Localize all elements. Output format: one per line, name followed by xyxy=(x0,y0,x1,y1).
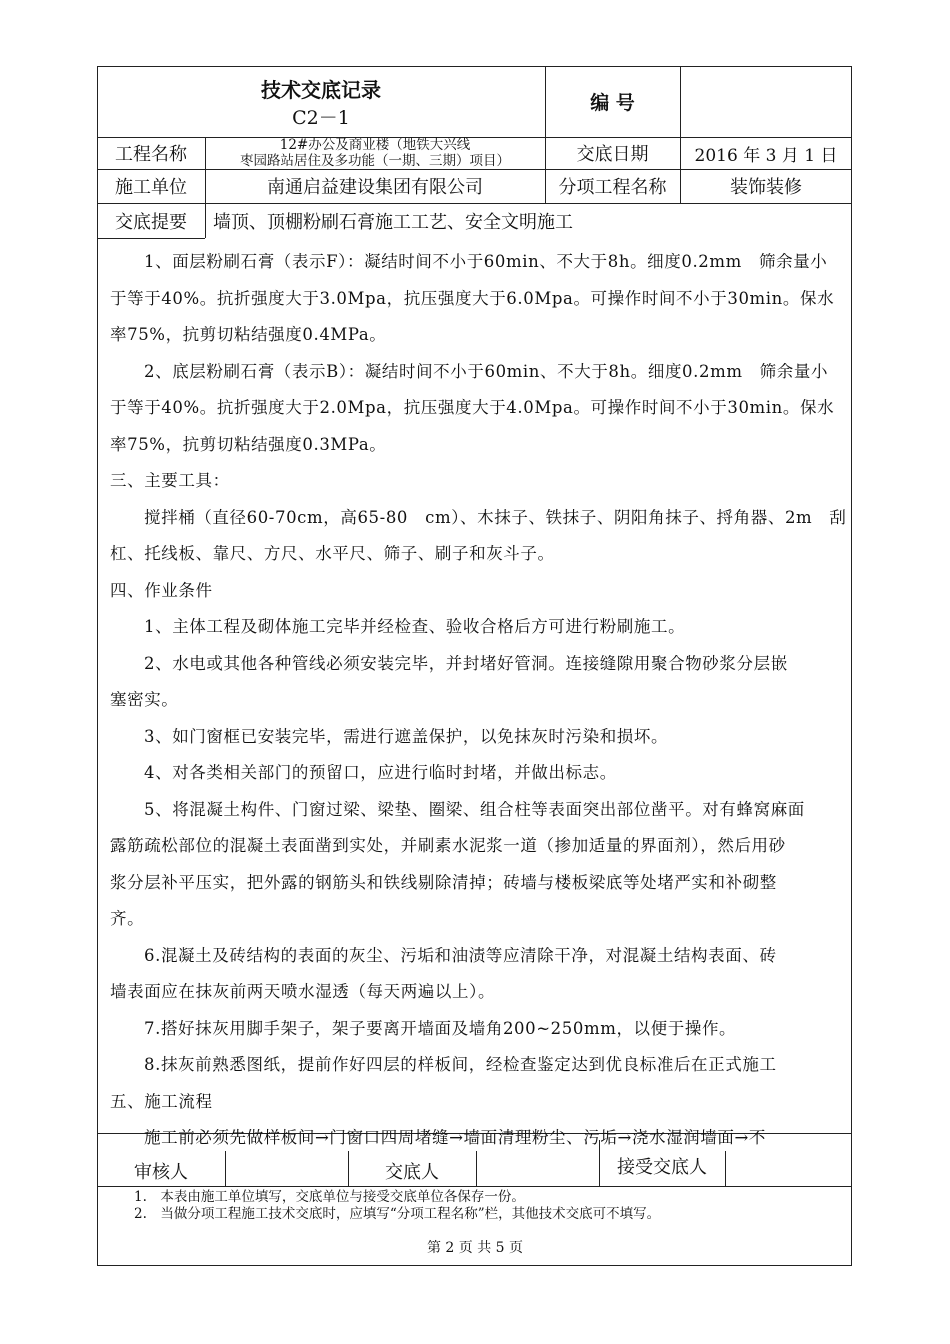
number-value xyxy=(680,66,852,137)
content-line: 率75%，抗剪切粘结强度0.3MPa。 xyxy=(110,434,387,454)
note-item: 2. 当做分项工程施工技术交底时，应填写“分项工程名称”栏，其他技术交底可不填写。 xyxy=(134,1206,661,1222)
discloser-label: 交底人 xyxy=(385,1162,439,1183)
note-item: 1. 本表由施工单位填写，交底单位与接受交底单位各保存一份。 xyxy=(134,1189,525,1205)
content-line: 浆分层补平压实，把外露的钢筋头和铁线剔除清掉；砖墙与楼板梁底等处堵严实和补砌整 xyxy=(110,872,777,892)
rule-signature-bottom xyxy=(97,1186,852,1187)
content-line: 杠、托线板、靠尺、方尺、水平尺、筛子、刷子和灰斗子。 xyxy=(110,544,555,563)
project-name-label: 工程名称 xyxy=(115,144,187,165)
content-line: 5、将混凝土构件、门窗过梁、梁垫、圈梁、组合柱等表面突出部位凿平。对有蜂窝麻面 xyxy=(144,799,805,819)
content-line: 3、如门窗框已安装完毕，需进行遮盖保护，以免抹灰时污染和损坏。 xyxy=(144,726,669,746)
content-line: 墙表面应在抹灰前两天喷水湿透（每天两遍以上）。 xyxy=(110,982,496,1001)
content-line: 露筋疏松部位的混凝土表面凿到实处，并刷素水泥浆一道（掺加适量的界面剂），然后用砂 xyxy=(110,836,786,855)
content-line: 1、主体工程及砌体施工完毕并经检查、验收合格后方可进行粉刷施工。 xyxy=(144,617,686,636)
number-label: 编 号 xyxy=(590,92,635,114)
content-line: 2、底层粉刷石膏（表示B）：凝结时间不小于60min、不大于8h。细度0.2mm 筛余量小 xyxy=(144,361,829,381)
content-line: 4、对各类相关部门的预留口，应进行临时封堵，并做出标志。 xyxy=(144,763,617,782)
project-name-value xyxy=(205,137,545,169)
content-line: 2、水电或其他各种管线必须安装完毕，并封堵好管洞。连接缝隙用聚合物砂浆分层嵌 xyxy=(144,653,788,673)
page-number: 第 2 页 共 5 页 xyxy=(426,1240,524,1256)
receiver-signature xyxy=(725,1151,852,1186)
content-line: 8.抹灰前熟悉图纸，提前作好四层的样板间，经检查鉴定达到优良标准后在正式施工 xyxy=(144,1055,777,1074)
content-line: 塞密实。 xyxy=(110,690,179,709)
discloser-signature xyxy=(476,1151,599,1186)
date-value: 2016 年 3 月 1 日 xyxy=(694,145,838,166)
unit-value: 南通启益建设集团有限公司 xyxy=(267,177,483,198)
disclosure-content xyxy=(110,244,848,1157)
reviewer-signature xyxy=(225,1151,348,1186)
subitem-value: 装饰装修 xyxy=(730,177,802,198)
content-line: 搅拌桶（直径60-70cm，高65-80 cm）、木抹子、铁抹子、阴阳角抹子、捋角器、2m 刮 xyxy=(144,507,847,527)
project-name-line1: 12#办公及商业楼（地铁大兴线 xyxy=(279,137,471,153)
summary-value: 墙顶、顶棚粉刷石膏施工工艺、安全文明施工 xyxy=(213,211,573,233)
content-line: 施工前必须先做样板间→门窗口四周堵缝→墙面清理粉尘、污垢→浇水湿润墙面→不 xyxy=(144,1128,767,1147)
section-heading: 五、施工流程 xyxy=(110,1091,213,1111)
content-line: 率75%，抗剪切粘结强度0.4MPa。 xyxy=(110,325,387,344)
document-code: C2－1 xyxy=(292,106,350,129)
content-line: 于等于40%。抗折强度大于3.0Mpa，抗压强度大于6.0Mpa。可操作时间不小于30min。保水 xyxy=(110,288,835,308)
unit-label: 施工单位 xyxy=(115,177,187,198)
section-heading: 三、主要工具： xyxy=(110,471,230,490)
project-name-line2: 枣园路站居住及多功能（一期、三期）项目） xyxy=(240,153,510,169)
reviewer-label: 审核人 xyxy=(134,1162,188,1183)
date-label: 交底日期 xyxy=(576,144,649,165)
subitem-label: 分项工程名称 xyxy=(558,177,667,198)
rule-summary-bottom-left xyxy=(97,238,205,239)
section-heading: 四、作业条件 xyxy=(110,580,213,600)
header-title-block xyxy=(97,66,545,137)
content-line: 1、面层粉刷石膏（表示F）：凝结时间不小于60min、不大于8h。细度0.2mm 筛余量小 xyxy=(144,252,828,271)
content-line: 齐。 xyxy=(110,909,145,928)
summary-label: 交底提要 xyxy=(115,211,187,233)
receiver-label: 接受交底人 xyxy=(617,1157,707,1178)
content-line: 6.混凝土及砖结构的表面的灰尘、污垢和油渍等应清除干净，对混凝土结构表面、砖 xyxy=(144,945,777,965)
form-notes xyxy=(134,1189,660,1223)
document-title: 技术交底记录 xyxy=(261,77,381,102)
content-line: 于等于40%。抗折强度大于2.0Mpa，抗压强度大于4.0Mpa。可操作时间不小于30min。保水 xyxy=(110,398,835,417)
content-line: 7.搭好抹灰用脚手架子，架子要离开墙面及墙角200~250mm，以便于操作。 xyxy=(144,1018,737,1038)
